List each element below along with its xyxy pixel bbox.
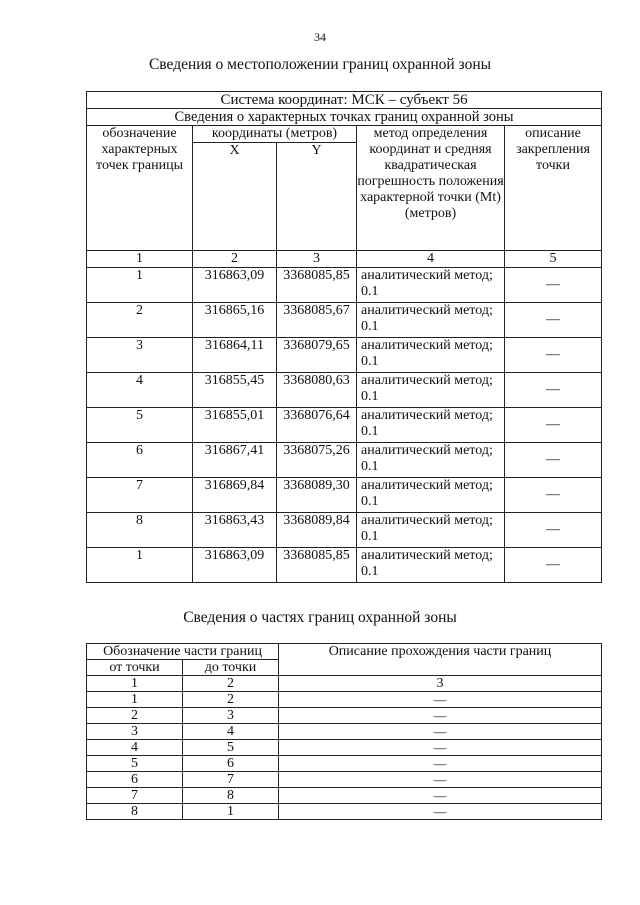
point-id: 3 [87, 338, 193, 373]
table-row [87, 478, 602, 513]
method: аналитический метод; 0.1 [357, 338, 505, 373]
col-number: 3 [277, 251, 357, 268]
table-row [87, 724, 602, 740]
header-to-point: до точки [183, 660, 279, 676]
to-point: 4 [183, 724, 279, 740]
from-point: 7 [87, 788, 183, 804]
header-part-description: Описание прохождения части границ [279, 644, 602, 676]
boundary-parts-table [86, 643, 602, 820]
fixing-description: — [505, 338, 602, 373]
col-number: 4 [357, 251, 505, 268]
table-row [87, 268, 602, 303]
from-point: 2 [87, 708, 183, 724]
to-point: 1 [183, 804, 279, 820]
point-id: 6 [87, 443, 193, 478]
col-number: 2 [183, 676, 279, 692]
from-point: 6 [87, 772, 183, 788]
method: аналитический метод; 0.1 [357, 268, 505, 303]
part-description: — [279, 740, 602, 756]
method: аналитический метод; 0.1 [357, 443, 505, 478]
to-point: 8 [183, 788, 279, 804]
fixing-description: — [505, 373, 602, 408]
part-description: — [279, 692, 602, 708]
fixing-description: — [505, 303, 602, 338]
point-id: 4 [87, 373, 193, 408]
coord-x: 316863,09 [193, 548, 277, 583]
header-fixing-description: описание закрепления точки [505, 126, 602, 251]
table-row [87, 513, 602, 548]
point-id: 8 [87, 513, 193, 548]
header-coordinates: координаты (метров) [193, 126, 357, 143]
header-part-designation: Обозначение части границ [87, 644, 279, 660]
fixing-description: — [505, 513, 602, 548]
part-description: — [279, 804, 602, 820]
point-id: 7 [87, 478, 193, 513]
table-row [87, 756, 602, 772]
to-point: 2 [183, 692, 279, 708]
header-from-point: от точки [87, 660, 183, 676]
coord-y: 3368085,67 [277, 303, 357, 338]
method: аналитический метод; 0.1 [357, 303, 505, 338]
col-number: 1 [87, 676, 183, 692]
col-number: 2 [193, 251, 277, 268]
header-point-designation: обозначение характерных точек границы [87, 126, 193, 251]
coord-y: 3368080,63 [277, 373, 357, 408]
coord-x: 316863,43 [193, 513, 277, 548]
from-point: 3 [87, 724, 183, 740]
coord-x: 316869,84 [193, 478, 277, 513]
table-row [87, 373, 602, 408]
fixing-description: — [505, 478, 602, 513]
method: аналитический метод; 0.1 [357, 548, 505, 583]
coord-y: 3368089,84 [277, 513, 357, 548]
from-point: 4 [87, 740, 183, 756]
coord-y: 3368075,26 [277, 443, 357, 478]
table-row [87, 408, 602, 443]
method: аналитический метод; 0.1 [357, 408, 505, 443]
method: аналитический метод; 0.1 [357, 373, 505, 408]
coord-y: 3368085,85 [277, 268, 357, 303]
coord-x: 316867,41 [193, 443, 277, 478]
table-row [87, 740, 602, 756]
coord-x: 316865,16 [193, 303, 277, 338]
to-point: 7 [183, 772, 279, 788]
fixing-description: — [505, 443, 602, 478]
boundary-points-table [86, 91, 602, 583]
table-row [87, 772, 602, 788]
from-point: 5 [87, 756, 183, 772]
table-row [87, 708, 602, 724]
section-title-parts: Сведения о частях границ охранной зоны [183, 609, 457, 626]
coord-y: 3368089,30 [277, 478, 357, 513]
coord-y: 3368085,85 [277, 548, 357, 583]
fixing-description: — [505, 268, 602, 303]
fixing-description: — [505, 548, 602, 583]
point-id: 2 [87, 303, 193, 338]
coord-x: 316863,09 [193, 268, 277, 303]
table-row [87, 788, 602, 804]
coord-x: 316855,01 [193, 408, 277, 443]
table-row [87, 443, 602, 478]
to-point: 6 [183, 756, 279, 772]
header-y: Y [277, 143, 357, 251]
coord-y: 3368076,64 [277, 408, 357, 443]
part-description: — [279, 756, 602, 772]
coordinate-system-header: Система координат: МСК – субъект 56 [87, 92, 602, 109]
part-description: — [279, 788, 602, 804]
header-x: X [193, 143, 277, 251]
col-number: 5 [505, 251, 602, 268]
table-row [87, 303, 602, 338]
col-number: 3 [279, 676, 602, 692]
table-row [87, 804, 602, 820]
part-description: — [279, 708, 602, 724]
coord-x: 316855,45 [193, 373, 277, 408]
point-id: 5 [87, 408, 193, 443]
part-description: — [279, 724, 602, 740]
header-method: метод определения координат и средняя квадратическая погрешность положения характерной точки (Mt) (метров) [357, 126, 505, 251]
table-row [87, 338, 602, 373]
from-point: 8 [87, 804, 183, 820]
characteristic-points-header: Сведения о характерных точках границ охранной зоны [87, 109, 602, 126]
fixing-description: — [505, 408, 602, 443]
method: аналитический метод; 0.1 [357, 478, 505, 513]
section-title-boundaries: Сведения о местоположении границ охранной зоны [148, 56, 492, 73]
method: аналитический метод; 0.1 [357, 513, 505, 548]
part-description: — [279, 772, 602, 788]
to-point: 5 [183, 740, 279, 756]
coord-x: 316864,11 [193, 338, 277, 373]
col-number: 1 [87, 251, 193, 268]
coord-y: 3368079,65 [277, 338, 357, 373]
from-point: 1 [87, 692, 183, 708]
to-point: 3 [183, 708, 279, 724]
point-id: 1 [87, 548, 193, 583]
page-number: 34 [314, 30, 326, 44]
table-row [87, 548, 602, 583]
table-row [87, 692, 602, 708]
point-id: 1 [87, 268, 193, 303]
